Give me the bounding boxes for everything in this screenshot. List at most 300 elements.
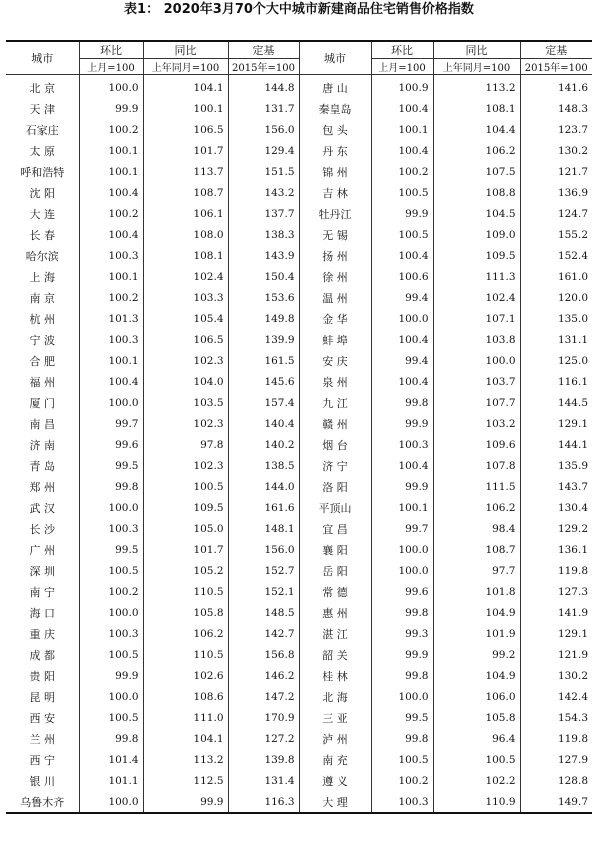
left-city-cell: 广 州 bbox=[29, 543, 55, 557]
left-mom-cell: 100.4 bbox=[79, 182, 143, 203]
right-city-cell: 湛 江 bbox=[299, 623, 371, 644]
right-city-cell: 洛 阳 bbox=[299, 476, 371, 497]
right-yoy-cell: 108.7 bbox=[433, 539, 520, 560]
right-base-cell: 144.1 bbox=[520, 434, 592, 455]
right-yoy-cell: 107.5 bbox=[433, 161, 520, 182]
right-yoy-cell: 111.5 bbox=[433, 476, 520, 497]
right-mom-cell: 99.8 bbox=[371, 728, 433, 749]
right-mom-cell: 100.6 bbox=[371, 266, 433, 287]
left-base-cell: 127.2 bbox=[228, 728, 299, 749]
left-yoy-cell: 106.1 bbox=[143, 203, 228, 224]
table-row bbox=[6, 791, 592, 813]
right-mom-cell: 100.4 bbox=[371, 371, 433, 392]
right-base-cell: 141.6 bbox=[520, 75, 592, 99]
right-yoy-cell: 107.7 bbox=[433, 392, 520, 413]
left-base-cell: 148.1 bbox=[228, 518, 299, 539]
left-mom-cell: 100.3 bbox=[79, 518, 143, 539]
left-yoy-cell: 109.5 bbox=[143, 497, 228, 518]
left-mom-cell: 100.5 bbox=[79, 707, 143, 728]
right-mom-cell: 100.5 bbox=[371, 224, 433, 245]
right-city-cell: 牡丹江 bbox=[299, 203, 371, 224]
right-mom-cell: 99.8 bbox=[371, 602, 433, 623]
table-row bbox=[6, 140, 592, 161]
right-yoy-cell: 103.2 bbox=[433, 413, 520, 434]
right-mom-cell: 100.4 bbox=[371, 329, 433, 350]
header-city-right: 城市 bbox=[299, 41, 371, 75]
left-base-cell: 137.7 bbox=[228, 203, 299, 224]
right-city-cell: 岳 阳 bbox=[299, 560, 371, 581]
right-city-cell: 温 州 bbox=[299, 287, 371, 308]
header-base-right: 定基 bbox=[520, 41, 592, 59]
left-base-cell: 143.9 bbox=[228, 245, 299, 266]
left-base-cell: 161.6 bbox=[228, 497, 299, 518]
left-mom-cell: 100.3 bbox=[79, 623, 143, 644]
right-city-cell: 惠 州 bbox=[299, 602, 371, 623]
right-city-cell: 平顶山 bbox=[299, 497, 371, 518]
right-yoy-cell: 113.2 bbox=[433, 75, 520, 99]
right-base-cell: 149.7 bbox=[520, 791, 592, 813]
right-city-cell: 烟 台 bbox=[299, 434, 371, 455]
right-base-cell: 154.3 bbox=[520, 707, 592, 728]
table-row bbox=[6, 75, 592, 99]
right-mom-cell: 100.3 bbox=[371, 434, 433, 455]
left-mom-cell: 100.1 bbox=[79, 140, 143, 161]
left-yoy-cell: 102.3 bbox=[143, 413, 228, 434]
right-city-cell: 蚌 埠 bbox=[299, 329, 371, 350]
right-mom-cell: 100.2 bbox=[371, 770, 433, 791]
left-base-cell: 152.1 bbox=[228, 581, 299, 602]
right-mom-cell: 99.4 bbox=[371, 350, 433, 371]
right-mom-cell: 100.4 bbox=[371, 245, 433, 266]
left-city-cell: 青 岛 bbox=[29, 459, 55, 473]
left-yoy-cell: 106.2 bbox=[143, 623, 228, 644]
right-base-cell: 124.7 bbox=[520, 203, 592, 224]
left-city-cell: 哈尔滨 bbox=[25, 249, 59, 263]
right-mom-cell: 99.3 bbox=[371, 623, 433, 644]
right-base-cell: 131.1 bbox=[520, 329, 592, 350]
left-mom-cell: 100.4 bbox=[79, 224, 143, 245]
right-yoy-cell: 110.9 bbox=[433, 791, 520, 813]
table-row bbox=[6, 665, 592, 686]
right-city-cell: 秦皇岛 bbox=[299, 98, 371, 119]
left-mom-cell: 100.1 bbox=[79, 350, 143, 371]
left-yoy-cell: 105.2 bbox=[143, 560, 228, 581]
left-yoy-cell: 105.8 bbox=[143, 602, 228, 623]
left-city-cell: 西 安 bbox=[29, 711, 55, 725]
left-base-cell: 153.6 bbox=[228, 287, 299, 308]
right-base-cell: 143.7 bbox=[520, 476, 592, 497]
right-base-cell: 121.7 bbox=[520, 161, 592, 182]
left-yoy-cell: 106.5 bbox=[143, 329, 228, 350]
left-yoy-cell: 102.3 bbox=[143, 350, 228, 371]
left-mom-cell: 100.2 bbox=[79, 203, 143, 224]
table-title: 表1： 2020年3月70个大中城市新建商品住宅销售价格指数 bbox=[124, 2, 474, 17]
right-base-cell: 141.9 bbox=[520, 602, 592, 623]
right-base-cell: 123.7 bbox=[520, 119, 592, 140]
right-base-cell: 130.2 bbox=[520, 665, 592, 686]
right-mom-cell: 100.0 bbox=[371, 686, 433, 707]
left-mom-cell: 100.5 bbox=[79, 644, 143, 665]
left-base-cell: 140.2 bbox=[228, 434, 299, 455]
right-base-cell: 127.3 bbox=[520, 581, 592, 602]
header-mom-left: 环比 bbox=[79, 41, 143, 59]
left-yoy-cell: 105.4 bbox=[143, 308, 228, 329]
table-row bbox=[6, 266, 592, 287]
right-yoy-cell: 103.7 bbox=[433, 371, 520, 392]
table-row bbox=[6, 644, 592, 665]
right-yoy-cell: 104.5 bbox=[433, 203, 520, 224]
right-city-cell: 无 锡 bbox=[299, 224, 371, 245]
right-base-cell: 148.3 bbox=[520, 98, 592, 119]
right-yoy-cell: 103.8 bbox=[433, 329, 520, 350]
right-city-cell: 遵 义 bbox=[299, 770, 371, 791]
table-row bbox=[6, 371, 592, 392]
right-city-cell: 扬 州 bbox=[299, 245, 371, 266]
right-base-cell: 125.0 bbox=[520, 350, 592, 371]
left-city-cell: 南 京 bbox=[29, 291, 55, 305]
right-yoy-cell: 106.0 bbox=[433, 686, 520, 707]
left-city-cell: 沈 阳 bbox=[29, 186, 55, 200]
header-yoy-right: 同比 bbox=[433, 41, 520, 59]
left-mom-cell: 99.9 bbox=[79, 98, 143, 119]
table-row bbox=[6, 602, 592, 623]
table-row bbox=[6, 623, 592, 644]
right-yoy-cell: 109.0 bbox=[433, 224, 520, 245]
left-yoy-cell: 108.6 bbox=[143, 686, 228, 707]
left-base-cell: 138.5 bbox=[228, 455, 299, 476]
table-row bbox=[6, 770, 592, 791]
right-city-cell: 北 海 bbox=[299, 686, 371, 707]
left-yoy-cell: 104.0 bbox=[143, 371, 228, 392]
table-row bbox=[6, 161, 592, 182]
table-row bbox=[6, 476, 592, 497]
left-base-cell: 161.5 bbox=[228, 350, 299, 371]
left-city-cell: 上 海 bbox=[29, 270, 55, 284]
left-base-cell: 146.2 bbox=[228, 665, 299, 686]
right-mom-cell: 100.1 bbox=[371, 497, 433, 518]
left-base-cell: 147.2 bbox=[228, 686, 299, 707]
left-yoy-cell: 102.6 bbox=[143, 665, 228, 686]
right-yoy-cell: 101.9 bbox=[433, 623, 520, 644]
right-city-cell: 丹 东 bbox=[299, 140, 371, 161]
left-city-cell: 北 京 bbox=[29, 81, 55, 95]
left-base-cell: 150.4 bbox=[228, 266, 299, 287]
right-mom-cell: 100.4 bbox=[371, 140, 433, 161]
right-mom-cell: 99.8 bbox=[371, 392, 433, 413]
left-base-cell: 149.8 bbox=[228, 308, 299, 329]
left-base-cell: 142.7 bbox=[228, 623, 299, 644]
price-index-table bbox=[6, 40, 592, 814]
right-yoy-cell: 97.7 bbox=[433, 560, 520, 581]
right-base-cell: 116.1 bbox=[520, 371, 592, 392]
subheader-base-right: 2015年=100 bbox=[520, 59, 592, 75]
right-city-cell: 包 头 bbox=[299, 119, 371, 140]
left-city-cell: 宁 波 bbox=[29, 333, 55, 347]
right-city-cell: 济 宁 bbox=[299, 455, 371, 476]
right-yoy-cell: 107.1 bbox=[433, 308, 520, 329]
table-row bbox=[6, 497, 592, 518]
right-city-cell: 金 华 bbox=[299, 308, 371, 329]
left-base-cell: 151.5 bbox=[228, 161, 299, 182]
right-yoy-cell: 105.8 bbox=[433, 707, 520, 728]
left-city-cell: 西 宁 bbox=[29, 753, 55, 767]
left-yoy-cell: 111.0 bbox=[143, 707, 228, 728]
right-mom-cell: 99.7 bbox=[371, 518, 433, 539]
right-mom-cell: 99.9 bbox=[371, 413, 433, 434]
right-base-cell: 152.4 bbox=[520, 245, 592, 266]
right-mom-cell: 99.4 bbox=[371, 287, 433, 308]
right-mom-cell: 100.0 bbox=[371, 308, 433, 329]
right-base-cell: 120.0 bbox=[520, 287, 592, 308]
right-yoy-cell: 100.5 bbox=[433, 749, 520, 770]
right-mom-cell: 100.4 bbox=[371, 455, 433, 476]
left-base-cell: 138.3 bbox=[228, 224, 299, 245]
left-mom-cell: 100.0 bbox=[79, 686, 143, 707]
header-city-left: 城市 bbox=[6, 41, 79, 75]
left-yoy-cell: 108.0 bbox=[143, 224, 228, 245]
left-base-cell: 129.4 bbox=[228, 140, 299, 161]
left-base-cell: 157.4 bbox=[228, 392, 299, 413]
right-city-cell: 泸 州 bbox=[299, 728, 371, 749]
right-yoy-cell: 106.2 bbox=[433, 140, 520, 161]
table-row bbox=[6, 182, 592, 203]
left-base-cell: 152.7 bbox=[228, 560, 299, 581]
right-city-cell: 安 庆 bbox=[299, 350, 371, 371]
right-base-cell: 155.2 bbox=[520, 224, 592, 245]
right-city-cell: 赣 州 bbox=[299, 413, 371, 434]
left-city-cell: 长 春 bbox=[29, 228, 55, 242]
left-mom-cell: 101.3 bbox=[79, 308, 143, 329]
right-yoy-cell: 101.8 bbox=[433, 581, 520, 602]
right-base-cell: 129.1 bbox=[520, 623, 592, 644]
right-yoy-cell: 106.2 bbox=[433, 497, 520, 518]
subheader-yoy-right: 上年同月=100 bbox=[433, 59, 520, 75]
table-row bbox=[6, 434, 592, 455]
left-base-cell: 144.0 bbox=[228, 476, 299, 497]
header-mom-right: 环比 bbox=[371, 41, 433, 59]
right-yoy-cell: 107.8 bbox=[433, 455, 520, 476]
left-base-cell: 139.9 bbox=[228, 329, 299, 350]
left-yoy-cell: 103.3 bbox=[143, 287, 228, 308]
right-base-cell: 144.5 bbox=[520, 392, 592, 413]
right-base-cell: 161.0 bbox=[520, 266, 592, 287]
left-mom-cell: 99.8 bbox=[79, 728, 143, 749]
table-row bbox=[6, 581, 592, 602]
left-city-cell: 石家庄 bbox=[25, 123, 59, 137]
left-yoy-cell: 110.5 bbox=[143, 644, 228, 665]
left-city-cell: 呼和浩特 bbox=[20, 165, 65, 179]
left-yoy-cell: 101.7 bbox=[143, 140, 228, 161]
table-row bbox=[6, 203, 592, 224]
table-row bbox=[6, 329, 592, 350]
right-mom-cell: 100.2 bbox=[371, 161, 433, 182]
left-mom-cell: 100.3 bbox=[79, 329, 143, 350]
left-mom-cell: 100.0 bbox=[79, 602, 143, 623]
left-base-cell: 170.9 bbox=[228, 707, 299, 728]
right-city-cell: 泉 州 bbox=[299, 371, 371, 392]
left-base-cell: 156.0 bbox=[228, 119, 299, 140]
right-mom-cell: 100.9 bbox=[371, 75, 433, 99]
right-yoy-cell: 104.4 bbox=[433, 119, 520, 140]
left-mom-cell: 100.4 bbox=[79, 371, 143, 392]
right-city-cell: 九 江 bbox=[299, 392, 371, 413]
right-mom-cell: 100.3 bbox=[371, 791, 433, 813]
right-mom-cell: 99.9 bbox=[371, 644, 433, 665]
right-base-cell: 129.1 bbox=[520, 413, 592, 434]
right-base-cell: 136.9 bbox=[520, 182, 592, 203]
right-base-cell: 136.1 bbox=[520, 539, 592, 560]
left-base-cell: 145.6 bbox=[228, 371, 299, 392]
table-row bbox=[6, 224, 592, 245]
right-city-cell: 大 理 bbox=[299, 791, 371, 813]
left-city-cell: 太 原 bbox=[29, 144, 55, 158]
left-base-cell: 143.2 bbox=[228, 182, 299, 203]
left-base-cell: 131.7 bbox=[228, 98, 299, 119]
left-yoy-cell: 101.7 bbox=[143, 539, 228, 560]
right-city-cell: 徐 州 bbox=[299, 266, 371, 287]
table-row bbox=[6, 287, 592, 308]
table-row bbox=[6, 98, 592, 119]
right-mom-cell: 100.1 bbox=[371, 119, 433, 140]
left-city-cell: 济 南 bbox=[29, 438, 55, 452]
right-base-cell: 119.8 bbox=[520, 728, 592, 749]
left-yoy-cell: 106.5 bbox=[143, 119, 228, 140]
table-row bbox=[6, 749, 592, 770]
left-yoy-cell: 112.5 bbox=[143, 770, 228, 791]
right-city-cell: 南 充 bbox=[299, 749, 371, 770]
right-yoy-cell: 108.8 bbox=[433, 182, 520, 203]
right-mom-cell: 100.0 bbox=[371, 560, 433, 581]
left-yoy-cell: 102.4 bbox=[143, 266, 228, 287]
left-yoy-cell: 108.7 bbox=[143, 182, 228, 203]
right-yoy-cell: 100.0 bbox=[433, 350, 520, 371]
left-city-cell: 兰 州 bbox=[29, 732, 55, 746]
right-city-cell: 桂 林 bbox=[299, 665, 371, 686]
right-base-cell: 127.9 bbox=[520, 749, 592, 770]
right-city-cell: 吉 林 bbox=[299, 182, 371, 203]
left-mom-cell: 99.5 bbox=[79, 455, 143, 476]
right-yoy-cell: 104.9 bbox=[433, 602, 520, 623]
table-row bbox=[6, 518, 592, 539]
right-base-cell: 121.9 bbox=[520, 644, 592, 665]
left-base-cell: 139.8 bbox=[228, 749, 299, 770]
right-city-cell: 常 德 bbox=[299, 581, 371, 602]
left-city-cell: 合 肥 bbox=[29, 354, 55, 368]
subheader-base-left: 2015年=100 bbox=[228, 59, 299, 75]
left-mom-cell: 100.0 bbox=[79, 791, 143, 813]
left-yoy-cell: 104.1 bbox=[143, 728, 228, 749]
left-yoy-cell: 113.2 bbox=[143, 749, 228, 770]
table-row bbox=[6, 560, 592, 581]
right-yoy-cell: 98.4 bbox=[433, 518, 520, 539]
left-base-cell: 131.4 bbox=[228, 770, 299, 791]
left-city-cell: 长 沙 bbox=[29, 522, 55, 536]
left-mom-cell: 101.1 bbox=[79, 770, 143, 791]
left-mom-cell: 101.4 bbox=[79, 749, 143, 770]
left-mom-cell: 100.2 bbox=[79, 287, 143, 308]
left-yoy-cell: 99.9 bbox=[143, 791, 228, 813]
left-base-cell: 156.0 bbox=[228, 539, 299, 560]
right-yoy-cell: 111.3 bbox=[433, 266, 520, 287]
left-city-cell: 武 汉 bbox=[29, 501, 55, 515]
price-index-table-wrapper bbox=[6, 40, 592, 814]
table-row bbox=[6, 455, 592, 476]
left-yoy-cell: 104.1 bbox=[143, 75, 228, 99]
left-mom-cell: 100.2 bbox=[79, 119, 143, 140]
right-yoy-cell: 109.6 bbox=[433, 434, 520, 455]
table-row bbox=[6, 119, 592, 140]
right-mom-cell: 99.8 bbox=[371, 665, 433, 686]
left-mom-cell: 100.0 bbox=[79, 75, 143, 99]
left-mom-cell: 100.1 bbox=[79, 161, 143, 182]
right-city-cell: 宜 昌 bbox=[299, 518, 371, 539]
right-city-cell: 襄 阳 bbox=[299, 539, 371, 560]
right-yoy-cell: 102.2 bbox=[433, 770, 520, 791]
right-mom-cell: 100.5 bbox=[371, 182, 433, 203]
left-base-cell: 140.4 bbox=[228, 413, 299, 434]
right-base-cell: 119.8 bbox=[520, 560, 592, 581]
left-city-cell: 乌鲁木齐 bbox=[6, 791, 79, 813]
table-row bbox=[6, 707, 592, 728]
right-mom-cell: 100.0 bbox=[371, 539, 433, 560]
right-base-cell: 142.4 bbox=[520, 686, 592, 707]
left-yoy-cell: 97.8 bbox=[143, 434, 228, 455]
right-city-cell: 韶 关 bbox=[299, 644, 371, 665]
table-row bbox=[6, 350, 592, 371]
subheader-mom-right: 上月=100 bbox=[371, 59, 433, 75]
right-mom-cell: 99.5 bbox=[371, 707, 433, 728]
left-city-cell: 银 川 bbox=[29, 774, 55, 788]
right-base-cell: 135.9 bbox=[520, 455, 592, 476]
left-city-cell: 郑 州 bbox=[29, 480, 55, 494]
left-mom-cell: 100.1 bbox=[79, 266, 143, 287]
left-city-cell: 南 宁 bbox=[29, 585, 55, 599]
left-yoy-cell: 102.3 bbox=[143, 455, 228, 476]
left-base-cell: 116.3 bbox=[228, 791, 299, 813]
left-yoy-cell: 108.1 bbox=[143, 245, 228, 266]
table-header bbox=[6, 41, 592, 75]
right-yoy-cell: 108.1 bbox=[433, 98, 520, 119]
left-mom-cell: 99.5 bbox=[79, 539, 143, 560]
left-base-cell: 144.8 bbox=[228, 75, 299, 99]
table-row bbox=[6, 308, 592, 329]
header-yoy-left: 同比 bbox=[143, 41, 228, 59]
right-mom-cell: 99.6 bbox=[371, 581, 433, 602]
right-base-cell: 129.2 bbox=[520, 518, 592, 539]
right-yoy-cell: 109.5 bbox=[433, 245, 520, 266]
table-row bbox=[6, 686, 592, 707]
table-row bbox=[6, 728, 592, 749]
right-base-cell: 130.4 bbox=[520, 497, 592, 518]
left-city-cell: 南 昌 bbox=[29, 417, 55, 431]
left-city-cell: 大 连 bbox=[29, 207, 55, 221]
left-yoy-cell: 110.5 bbox=[143, 581, 228, 602]
right-yoy-cell: 102.4 bbox=[433, 287, 520, 308]
right-city-cell: 三 亚 bbox=[299, 707, 371, 728]
left-city-cell: 厦 门 bbox=[29, 396, 55, 410]
right-city-cell: 唐 山 bbox=[299, 75, 371, 99]
right-base-cell: 135.0 bbox=[520, 308, 592, 329]
right-mom-cell: 100.5 bbox=[371, 749, 433, 770]
left-yoy-cell: 100.5 bbox=[143, 476, 228, 497]
subheader-mom-left: 上月=100 bbox=[79, 59, 143, 75]
left-base-cell: 148.5 bbox=[228, 602, 299, 623]
left-mom-cell: 99.7 bbox=[79, 413, 143, 434]
right-base-cell: 128.8 bbox=[520, 770, 592, 791]
left-city-cell: 杭 州 bbox=[29, 312, 55, 326]
subheader-yoy-left: 上年同月=100 bbox=[143, 59, 228, 75]
right-yoy-cell: 96.4 bbox=[433, 728, 520, 749]
